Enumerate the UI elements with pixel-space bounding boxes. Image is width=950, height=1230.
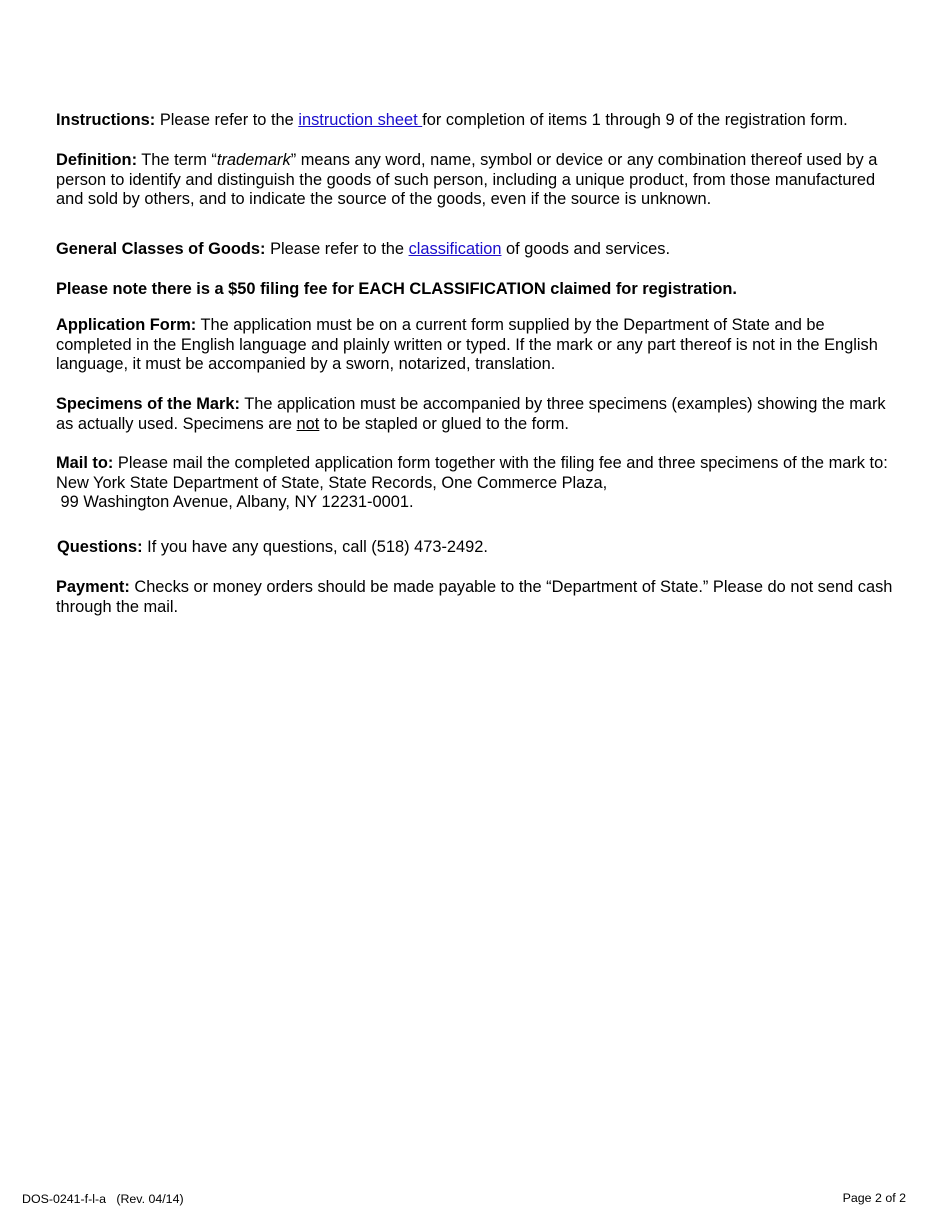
application-form-text: The application must be on a current form supplied by the Department of State and be completed in the English language and plainly written or typed. If the mark or any part thereof is not in the English language, it must be accompanied by a sworn, notarized, translation.: [56, 316, 878, 374]
specimens-not-emphasis: not: [296, 414, 320, 433]
definition-label: Definition:: [56, 151, 138, 169]
instruction-sheet-link[interactable]: instruction sheet: [298, 111, 423, 129]
definition-text-post: ” means any word, name, symbol or device or any combination thereof used by a person to identify and distinguish the goods of such person, including a unique product, from those manufactured and sold by others, and to indicate the source of the goods, even if the source is unknown.: [56, 151, 878, 209]
payment-paragraph: [56, 578, 896, 617]
instructions-label: Instructions:: [56, 111, 156, 129]
application-form-label: Application Form:: [56, 316, 197, 334]
fee-note: Please note there is a $50 filing fee for EACH CLASSIFICATION claimed for registration.: [56, 280, 737, 298]
payment-text: Checks or money orders should be made payable to the “Department of State.” Please do not send cash through the mail.: [56, 578, 893, 616]
specimens-label: Specimens of the Mark:: [56, 395, 240, 413]
mail-to-label: Mail to:: [56, 454, 114, 472]
mail-to-text-line2: 99 Washington Avenue, Albany, NY 12231-0001.: [56, 493, 414, 512]
questions-text: If you have any questions, call (518) 473-2492.: [142, 538, 488, 556]
application-form-paragraph: [56, 316, 896, 375]
general-classes-label: General Classes of Goods:: [56, 240, 266, 258]
questions-label: Questions:: [57, 538, 143, 556]
page-number-footer: Page 2 of 2: [842, 1191, 906, 1205]
definition-term: trademark: [216, 151, 291, 169]
specimens-paragraph: [56, 395, 896, 434]
mail-to-text-line1: Please mail the completed application form together with the filing fee and three specimens of the mark to: New York State Department of State, State Records, One Commerce Plaza,: [56, 454, 888, 492]
specimens-text-pre: The application must be accompanied by three specimens (examples) showing the mark as actually used. Specimens are: [56, 395, 886, 433]
form-id-footer: DOS-0241-f-l-a (Rev. 04/14): [22, 1192, 184, 1206]
definition-paragraph: [56, 151, 896, 210]
classification-link[interactable]: classification: [408, 240, 502, 258]
definition-text-pre: The term “: [137, 151, 217, 169]
instructions-paragraph: [56, 111, 896, 131]
instructions-text-pre: Please refer to the: [155, 111, 299, 129]
general-classes-paragraph: [56, 240, 896, 260]
questions-paragraph: [57, 538, 897, 558]
instructions-text-post: for completion of items 1 through 9 of the registration form.: [422, 111, 848, 129]
general-classes-text-post: of goods and services.: [501, 240, 671, 258]
specimens-text-post: to be stapled or glued to the form.: [319, 414, 569, 433]
mail-to-paragraph: [56, 454, 896, 513]
payment-label: Payment:: [56, 578, 130, 596]
general-classes-text-pre: Please refer to the: [265, 240, 409, 258]
